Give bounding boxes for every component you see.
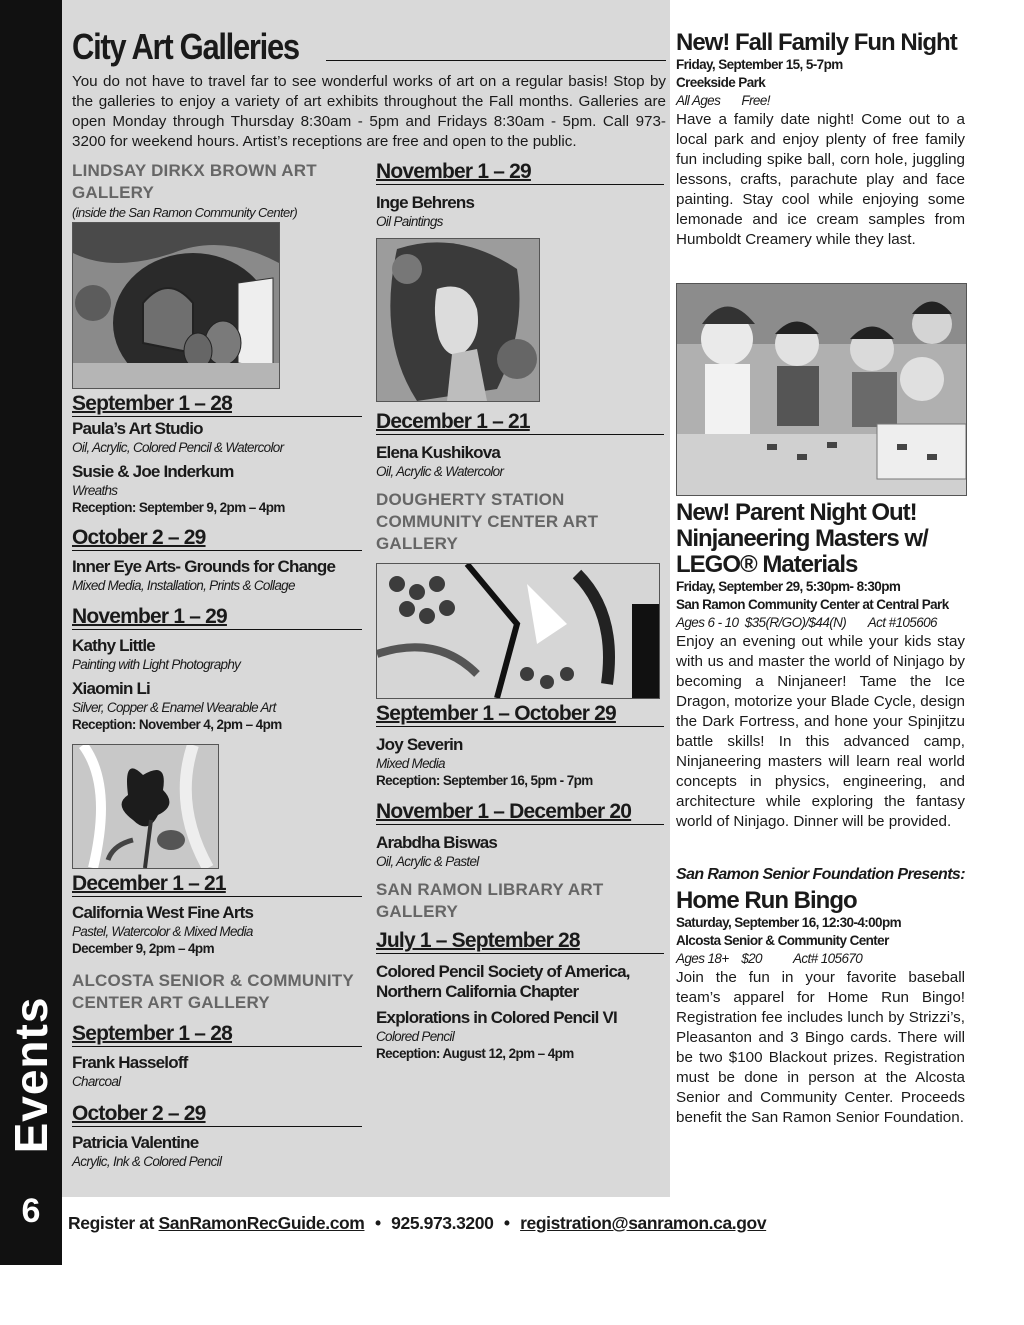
artist-name: Colored Pencil Society of America, Northern California Chapter [376, 962, 630, 1001]
exhibit-date: November 1 – 29 [72, 605, 362, 630]
lindsay-december [72, 872, 362, 958]
bingo-body: Join the fun in your favorite baseball team’s apparel for Home Run Bingo! Registration fee includes lunch by Strizzi’s, Pleasanton and 3 Bingo cards. There will be two $100 Blackout prizes. Registration must be done in person at the Alcosta Senior and Community Center. Proceeds benefit the San Ramon Senior Foundation. [676, 969, 965, 1126]
bingo-meta: Ages 18+ $20 Act# 105670 [676, 951, 863, 966]
artist-medium: Acrylic, Ink & Colored Pencil [72, 1154, 222, 1169]
artist-name: Inner Eye Arts- Grounds for Change [72, 557, 336, 576]
exhibit-date: December 1 – 21 [72, 872, 362, 897]
title-rule [326, 60, 666, 61]
artist-name: Arabdha Biswas [376, 833, 498, 852]
artist-name: California West Fine Arts [72, 903, 254, 922]
mid-november [376, 160, 664, 230]
mid-december [376, 410, 664, 480]
alcosta-gallery [72, 970, 362, 1170]
family-night-title: New! Fall Family Fun Night [676, 29, 957, 56]
artist-name: Susie & Joe Inderkum [72, 462, 234, 481]
exhibit-date: September 1 – 28 [72, 392, 362, 417]
artist-name: Paula’s Art Studio [72, 419, 203, 438]
footer-website-link[interactable]: SanRamonRecGuide.com [158, 1213, 365, 1233]
artist-name: Patricia Valentine [72, 1133, 199, 1152]
bingo-presenter: San Ramon Senior Foundation Presents: [676, 866, 965, 883]
galleries-intro: You do not have to travel far to see wonderful works of art on a regular basis! Stop by the galleries to enjoy a variety of art exhibits throughout the Fall months. Galleries are open Monday through Thursday 8:30am - 5pm and Fridays 8:30am - 5pm. Call 973-3200 for weekend hours. Artist’s receptions are free and open to the public. [72, 73, 666, 150]
reception-info: Reception: August 12, 2pm – 4pm [376, 1046, 574, 1061]
gallery-name: SAN RAMON LIBRARY ART GALLERY [376, 880, 604, 921]
parent-night-when: Friday, September 29, 5:30pm- 8:30pm [676, 579, 901, 594]
footer-separator: • [503, 1213, 510, 1233]
artist-medium: Mixed Media [376, 756, 445, 771]
exhibit-date: October 2 – 29 [72, 1102, 362, 1127]
artist-name: Kathy Little [72, 636, 155, 655]
page-title: City Art Galleries [72, 26, 299, 67]
reception-info: Reception: September 16, 5pm - 7pm [376, 773, 593, 788]
bingo-where: Alcosta Senior & Community Center [676, 933, 889, 948]
wine-cellar-artwork [72, 222, 280, 389]
footer [68, 1213, 766, 1234]
kids-lego-photo [676, 283, 967, 496]
artist-name: Inge Behrens [376, 193, 475, 212]
footer-separator: • [374, 1213, 381, 1233]
library-gallery [376, 879, 664, 1063]
artist-name: Xiaomin Li [72, 679, 150, 698]
exhibit-date: December 1 – 21 [376, 410, 664, 435]
artist-medium: Charcoal [72, 1074, 121, 1089]
gallery-name: LINDSAY DIRKX BROWN ART GALLERY [72, 161, 317, 202]
page-number: 6 [21, 1192, 41, 1230]
exhibit-date: July 1 – September 28 [376, 929, 664, 954]
parent-night-body: Enjoy an evening out while your kids stay with us and master the world of Ninjago by becoming a Ninjaneer! Tame the Ice Dragon, motorize your Blade Cycle, design the Dark Fortress, and hone your Spinjitzu battle skills! In this advanced camp, Ninjaneering masters will learn real world concepts in physics, engineering, and architecture while exploring the fantasy world of Ninjago. Dinner will be provided. [676, 633, 965, 830]
footer-prefix: Register at [68, 1213, 155, 1233]
artist-medium: Oil, Acrylic & Pastel [376, 854, 479, 869]
exhibit-date: September 1 – 28 [72, 1022, 362, 1047]
woman-portrait-artwork [376, 238, 540, 402]
exhibit-date: November 1 – 29 [376, 160, 664, 185]
exhibit-date: November 1 – December 20 [376, 800, 664, 825]
sidebar [0, 0, 62, 1265]
dougherty-september [376, 702, 664, 790]
gallery-name: ALCOSTA SENIOR & COMMUNITY CENTER ART GALLERY [72, 971, 354, 1012]
section-label: Events [5, 996, 57, 1154]
artist-medium: Wreaths [72, 483, 118, 498]
family-night-ages: All Ages [676, 93, 721, 108]
family-night-meta [676, 92, 965, 110]
lindsay-gallery-header [72, 160, 362, 220]
reception-info: Reception: September 9, 2pm – 4pm [72, 500, 285, 515]
reception-info: December 9, 2pm – 4pm [72, 941, 214, 956]
parent-night-title-line3: LEGO® Materials [676, 551, 858, 578]
reception-info: Reception: November 4, 2pm – 4pm [72, 717, 282, 732]
bingo-when: Saturday, September 16, 12:30-4:00pm [676, 915, 902, 930]
parent-night-where: San Ramon Community Center at Central Park [676, 597, 949, 612]
lindsay-november [72, 605, 362, 734]
artist-medium: Oil, Acrylic, Colored Pencil & Watercolor [72, 440, 284, 455]
parent-night-meta: Ages 6 - 10 $35(R/GO)/$44(N) Act #105606 [676, 615, 937, 630]
footer-phone: 925.973.3200 [391, 1213, 494, 1233]
parent-night-title-line1: New! Parent Night Out! [676, 499, 917, 526]
exhibit-date: October 2 – 29 [72, 526, 362, 551]
artist-medium: Oil Paintings [376, 214, 443, 229]
exhibit-date: September 1 – October 29 [376, 702, 664, 727]
bingo-section [676, 866, 965, 1128]
family-night-where: Creekside Park [676, 75, 766, 90]
family-night-when: Friday, September 15, 5-7pm [676, 57, 843, 72]
family-night-fee: Free! [741, 93, 770, 108]
parent-night-title-line2: Ninjaneering Masters w/ [676, 525, 928, 552]
artist-medium: Silver, Copper & Enamel Wearable Art [72, 700, 276, 715]
artist-name: Frank Hasseloff [72, 1053, 188, 1072]
bingo-title: Home Run Bingo [676, 887, 857, 914]
parent-night-section [676, 500, 965, 832]
artist-medium: Oil, Acrylic & Watercolor [376, 464, 504, 479]
lindsay-october [72, 526, 362, 594]
family-night-body: Have a family date night! Come out to a local park and enjoy plenty of free family fun including spike ball, corn hole, juggling lessons, crafts, parachute play and face painting. Stay cool while enjoying some lemonade and ice cream samples from Humboldt Creamery while they last. [676, 111, 965, 248]
lindsay-september [72, 392, 362, 517]
artist-name: Elena Kushikova [376, 443, 501, 462]
artist-medium: Colored Pencil [376, 1029, 454, 1044]
family-night-section [676, 30, 965, 250]
gallery-location: (inside the San Ramon Community Center) [72, 205, 298, 220]
artist-medium: Painting with Light Photography [72, 657, 241, 672]
abstract-mixed-media-artwork [376, 563, 660, 699]
artist-medium: Pastel, Watercolor & Mixed Media [72, 924, 253, 939]
iris-flower-artwork [72, 744, 219, 869]
dougherty-november [376, 800, 664, 870]
gallery-name: DOUGHERTY STATION COMMUNITY CENTER ART GALLERY [376, 490, 599, 553]
artist-medium: Mixed Media, Installation, Prints & Collage [72, 578, 295, 593]
dougherty-gallery-header [376, 489, 664, 555]
exhibit-title: Explorations in Colored Pencil VI [376, 1008, 617, 1027]
footer-email-link[interactable]: registration@sanramon.ca.gov [520, 1213, 767, 1233]
artist-name: Joy Severin [376, 735, 463, 754]
